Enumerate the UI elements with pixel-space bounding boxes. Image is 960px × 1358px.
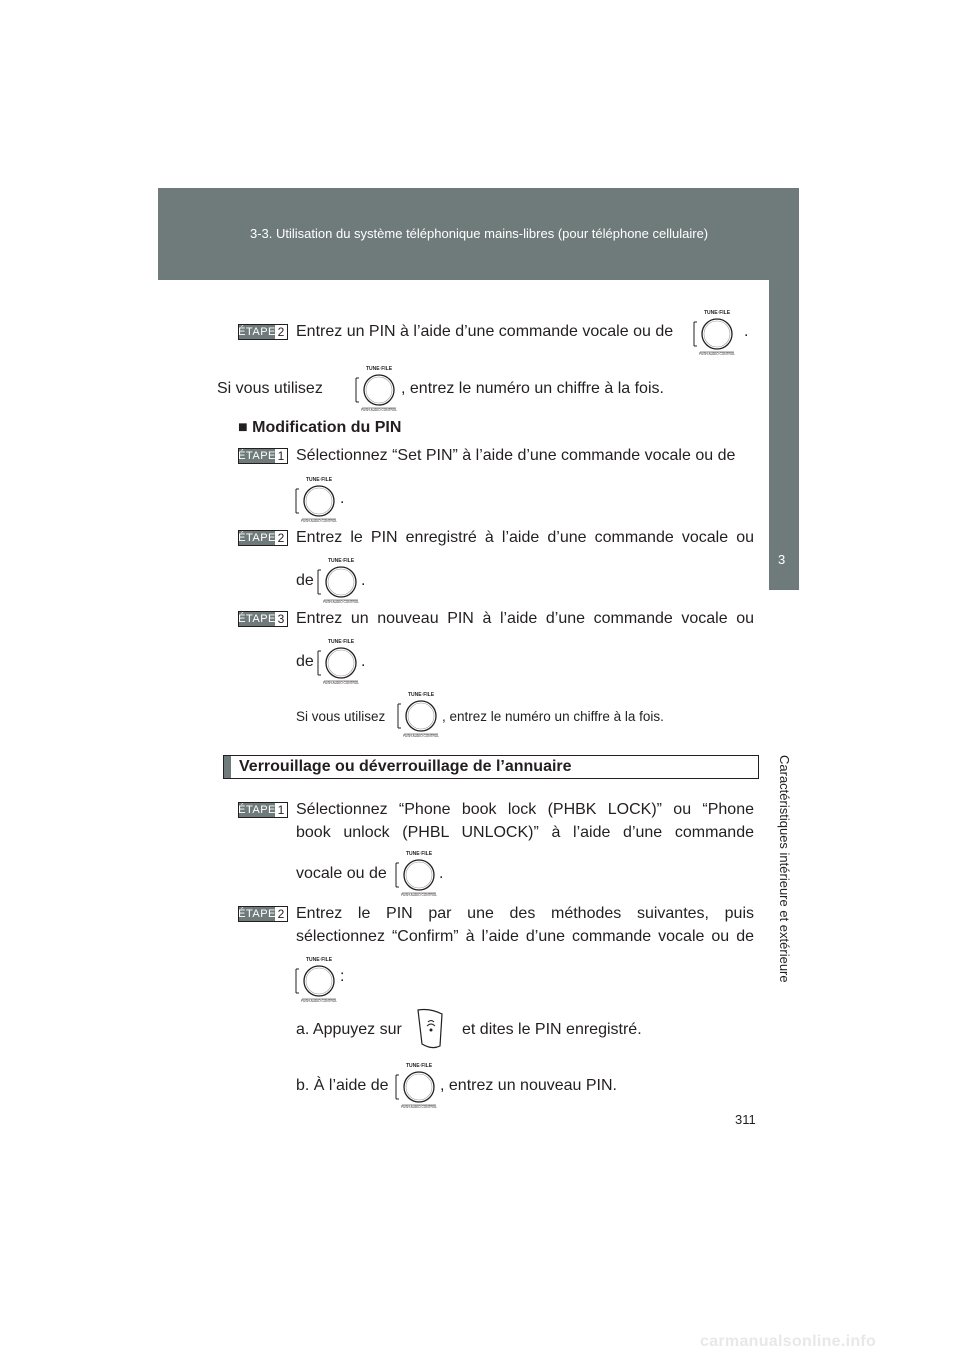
step-number: 1 (277, 803, 285, 817)
svg-text:TUNE·FILE: TUNE·FILE (365, 366, 393, 372)
svg-text:TUNE·FILE: TUNE·FILE (405, 851, 433, 857)
step-label: ÉTAPE (238, 326, 276, 338)
step-label: ÉTAPE (238, 908, 276, 920)
intro-step-period: . (744, 323, 749, 340)
step-number: 2 (277, 907, 285, 921)
tune-file-knob-icon (314, 556, 362, 604)
option-a-text: a. Appuyez sur (296, 1021, 402, 1038)
section-title-bar (223, 755, 759, 779)
page-number: 311 (735, 1112, 756, 1127)
svg-text:TUNE·FILE: TUNE·FILE (405, 1063, 433, 1069)
step-number: 2 (277, 325, 285, 339)
svg-text:PUSH AUDIO CONTROL: PUSH AUDIO CONTROL (402, 734, 440, 738)
lock-step1-period: . (439, 865, 444, 882)
svg-text:TUNE·FILE: TUNE·FILE (327, 639, 355, 645)
step-number: 2 (277, 531, 285, 545)
tune-file-knob-icon (392, 1061, 440, 1109)
tune-file-knob-icon (392, 849, 440, 897)
svg-text:TUNE·FILE: TUNE·FILE (305, 477, 333, 483)
option-b-text: b. À l’aide de (296, 1077, 389, 1094)
modif-note-text-end: , entrez le numéro un chiffre à la fois. (442, 709, 664, 724)
section-title: Verrouillage ou déverrouillage de l’annuaire (239, 758, 572, 775)
talk-switch-icon (410, 1006, 450, 1052)
modif-step2-de: de (296, 572, 314, 589)
modif-step2-text: Entrez le PIN enregistré à l’aide d’une commande vocale ou (296, 529, 754, 546)
tune-file-knob-icon (690, 308, 738, 356)
watermark: carmanualsonline.info (700, 1333, 877, 1350)
step-number: 3 (277, 612, 285, 626)
lock-step1-line2: book unlock (PHBL UNLOCK)” à l’aide d’une commande (296, 824, 754, 841)
svg-text:TUNE·FILE: TUNE·FILE (407, 692, 435, 698)
step-badge (238, 448, 288, 464)
step-number: 1 (277, 449, 285, 463)
section-header-title: 3-3. Utilisation du système téléphonique mains-libres (pour téléphone cellulaire) (250, 226, 709, 241)
intro-step-text: Entrez un PIN à l’aide d’une commande vocale ou de (296, 323, 674, 340)
step-label: ÉTAPE (238, 804, 276, 816)
step-label: ÉTAPE (238, 450, 276, 462)
step-badge (238, 530, 288, 546)
intro-note-text: Si vous utilisez (217, 380, 323, 397)
svg-text:PUSH AUDIO CONTROL: PUSH AUDIO CONTROL (322, 681, 360, 685)
svg-text:PUSH AUDIO CONTROL: PUSH AUDIO CONTROL (698, 352, 736, 356)
section-accent (224, 756, 231, 778)
chapter-label-text: Caractéristiques intérieure et extérieure (777, 755, 792, 983)
svg-text:TUNE·FILE: TUNE·FILE (327, 558, 355, 564)
step-badge (238, 802, 288, 818)
modif-step3-de: de (296, 653, 314, 670)
svg-text:TUNE·FILE: TUNE·FILE (305, 957, 333, 963)
svg-text:PUSH AUDIO CONTROL: PUSH AUDIO CONTROL (360, 408, 398, 412)
chapter-number: 3 (778, 552, 786, 567)
tune-file-knob-icon (314, 637, 362, 685)
chapter-label (769, 755, 792, 1130)
step-badge (238, 324, 288, 340)
modif-note-text: Si vous utilisez (296, 709, 386, 724)
svg-text:TUNE·FILE: TUNE·FILE (703, 310, 731, 316)
modif-step3-text: Entrez un nouveau PIN à l’aide d’une commande vocale ou (296, 610, 754, 627)
tune-file-knob-icon (292, 955, 340, 1003)
lock-step2-line1: Entrez le PIN par une des méthodes suivantes, puis (296, 905, 754, 922)
modif-step3-period: . (361, 653, 366, 670)
chapter-tab (769, 280, 799, 590)
svg-text:PUSH AUDIO CONTROL: PUSH AUDIO CONTROL (400, 1105, 438, 1109)
modif-step1-text: Sélectionnez “Set PIN” à l’aide d’une commande vocale ou de (296, 447, 736, 464)
lock-step1-line1: Sélectionnez “Phone book lock (PHBK LOCK)” ou “Phone (296, 801, 754, 818)
tune-file-knob-icon (352, 364, 400, 412)
modif-step1-period: . (340, 490, 345, 507)
tune-file-knob-icon (292, 475, 340, 523)
step-badge (238, 611, 288, 627)
svg-text:PUSH AUDIO CONTROL: PUSH AUDIO CONTROL (322, 600, 360, 604)
modif-step2-period: . (361, 572, 366, 589)
step-badge (238, 906, 288, 922)
lock-step1-line3: vocale ou de (296, 865, 387, 882)
lock-step2-line2: sélectionnez “Confirm” à l’aide d’une commande vocale ou de (296, 928, 754, 945)
lock-step2-colon: : (340, 968, 345, 985)
option-b-text-end: , entrez un nouveau PIN. (440, 1077, 617, 1094)
step-label: ÉTAPE (238, 532, 276, 544)
tune-file-knob-icon (394, 690, 442, 738)
step-label: ÉTAPE (238, 613, 276, 625)
intro-note-text-end: , entrez le numéro un chiffre à la fois. (401, 380, 664, 397)
svg-text:PUSH AUDIO CONTROL: PUSH AUDIO CONTROL (300, 519, 338, 523)
option-a-text-end: et dites le PIN enregistré. (462, 1021, 642, 1038)
svg-text:PUSH AUDIO CONTROL: PUSH AUDIO CONTROL (300, 999, 338, 1003)
svg-text:PUSH AUDIO CONTROL: PUSH AUDIO CONTROL (400, 893, 438, 897)
subheading-modification: ■ Modification du PIN (238, 419, 402, 436)
